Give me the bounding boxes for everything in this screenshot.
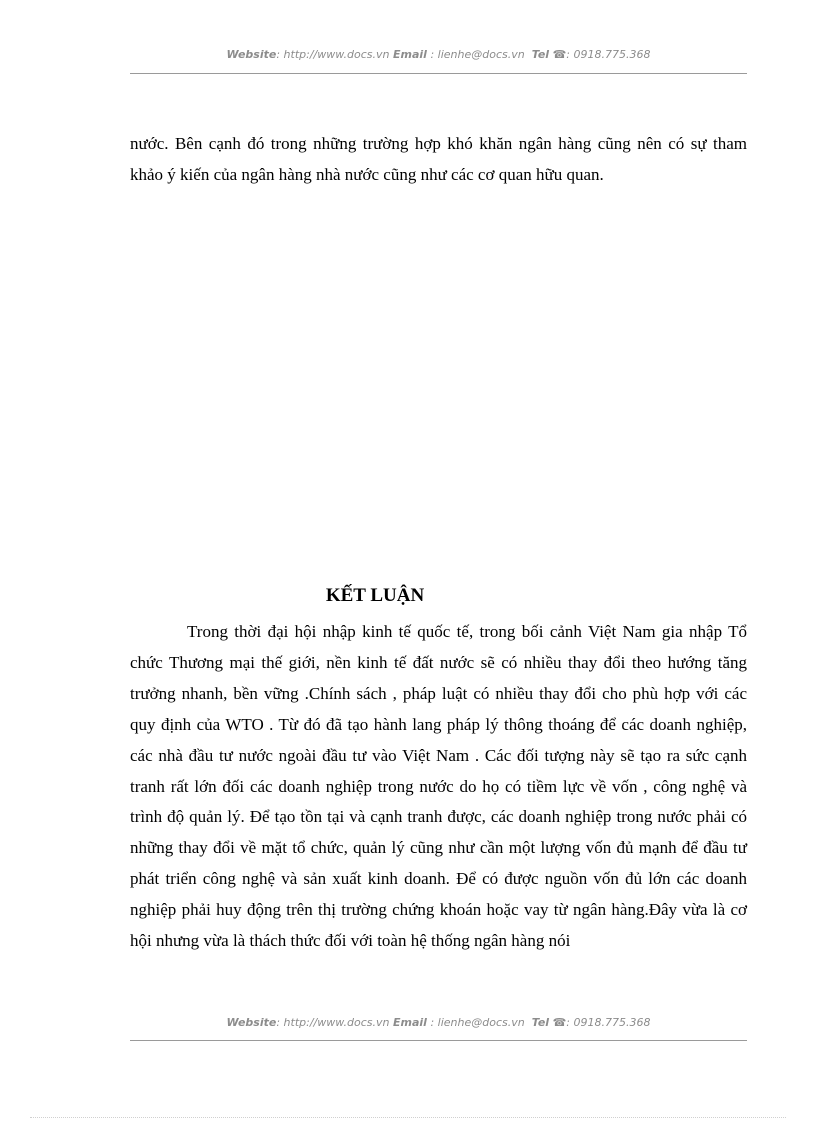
footer-website-url[interactable]: : http://www.docs.vn [276, 1016, 390, 1029]
conclusion-heading: KẾT LUẬN [325, 585, 425, 606]
footer-email-value[interactable]: : lienhe@docs.vn [430, 1016, 525, 1029]
telephone-icon: ☎ [552, 48, 567, 61]
header-email-label: Email [393, 48, 427, 61]
header-website-url[interactable]: : http://www.docs.vn [276, 48, 390, 61]
footer-tel-value: : 0918.775.368 [566, 1016, 651, 1029]
footer-email-label: Email [393, 1016, 427, 1029]
conclusion-paragraph: Trong thời đại hội nhập kinh tế quốc tế, trong bối cảnh Việt Nam gia nhập Tổ chức Thương mại thế giới, nền kinh tế đất nước sẽ có nhiều thay đổi theo hướng tăng trưởng nhanh, bền vững .Chính sách , pháp luật có nhiều thay đổi cho phù hợp với các quy định của WTO . Từ đó đã tạo hành lang pháp lý thông thoáng để các doanh nghiệp, các nhà đầu tư nước ngoài đầu tư vào Việt Nam . Các đối tượng này sẽ tạo ra sức cạnh tranh rất lớn đối các doanh nghiệp trong nước do họ có tiềm lực về vốn , công nghệ và trình độ quản lý. Để tạo tồn tại và cạnh tranh được, các doanh nghiệp trong nước phải có những thay đổi về mặt tổ chức, quản lý cũng như cần một lượng vốn đủ mạnh để đầu tư phát triển công nghệ và sản xuất kinh doanh. Để có được nguồn vốn đủ lớn các doanh nghiệp phải huy động trên thị trường chứng khoán hoặc vay từ ngân hàng.Đây vừa là cơ hội nhưng vừa là thách thức đối với toàn hệ thống ngân hàng nói [130, 622, 747, 951]
header-tel-value: : 0918.775.368 [566, 48, 651, 61]
footer-website-label: Website [226, 1016, 277, 1029]
telephone-icon: ☎ [552, 1016, 567, 1029]
page-footer [130, 1016, 747, 1029]
header-website-label: Website [226, 48, 277, 61]
header-email-value[interactable]: : lienhe@docs.vn [430, 48, 525, 61]
header-tel-label: Tel [531, 48, 550, 61]
page-bottom-edge [30, 1117, 786, 1118]
header-rule [130, 73, 747, 74]
footer-tel-label: Tel [531, 1016, 550, 1029]
page-header [130, 48, 747, 61]
footer-rule [130, 1040, 747, 1041]
continuation-paragraph: nước. Bên cạnh đó trong những trường hợp khó khăn ngân hàng cũng nên có sự tham khảo ý kiến của ngân hàng nhà nước cũng như các cơ quan hữu quan. [130, 134, 747, 184]
